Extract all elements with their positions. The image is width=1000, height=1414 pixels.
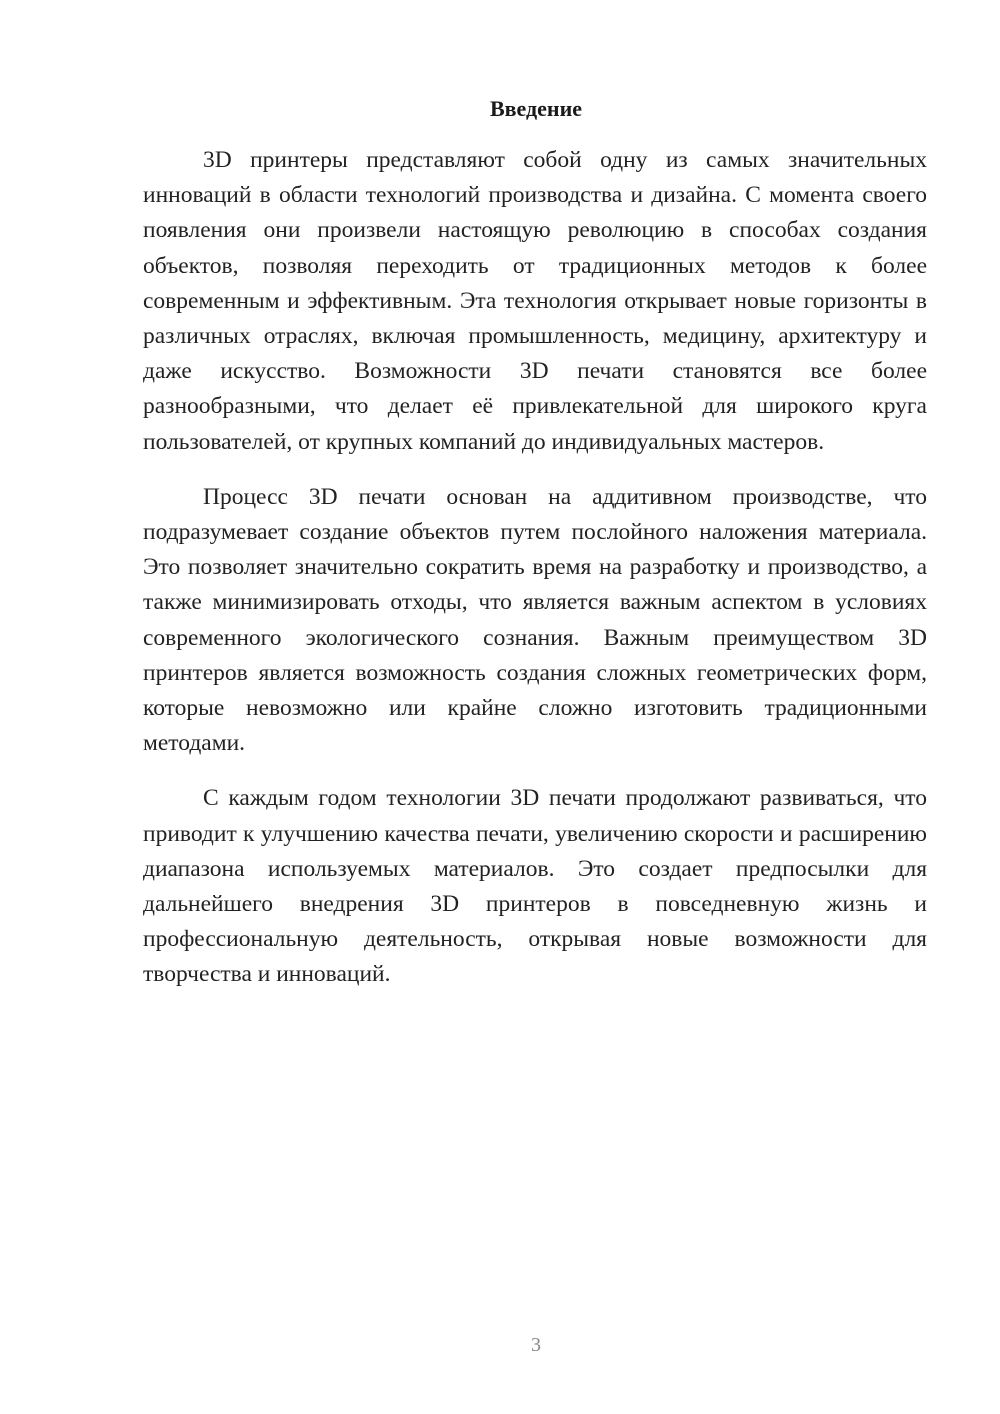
paragraph-1: 3D принтеры представляют собой одну из самых значительных инноваций в области технологий производства и дизайна. С момента своего появления они произвели настоящую революцию в способах создания объектов, позволяя переходить от традиционных методов к более современным и эффективным. Эта технология открывает новые горизонты в различных отраслях, включая промышленность, медицину, архитектуру и даже искусство. Возможности 3D печати становятся все более разнообразными, что делает её привлекательной для широкого круга пользователей, от крупных компаний до индивидуальных мастеров. (143, 147, 927, 455)
page-number: 3 (531, 1334, 541, 1356)
paragraph-2: Процесс 3D печати основан на аддитивном производстве, что подразумевает создание объектов путем послойного наложения материала. Это позволяет значительно сократить время на разработку и производство, а также минимизировать отходы, что является важным аспектом в условиях современного экологического сознания. Важным преимуществом 3D принтеров является возможность создания сложных геометрических форм, которые невозможно или крайне сложно изготовить традиционными методами. (143, 483, 927, 757)
paragraph-3: С каждым годом технологии 3D печати продолжают развиваться, что приводит к улучшению качества печати, увеличению скорости и расширению диапазона используемых материалов. Это создает предпосылки для дальнейшего внедрения 3D принтеров в повседневную жизнь и профессиональную деятельность, открывая новые возможности для творчества и инноваций. (143, 785, 927, 988)
section-title: Введение (489, 96, 583, 121)
body-text (143, 143, 927, 1013)
